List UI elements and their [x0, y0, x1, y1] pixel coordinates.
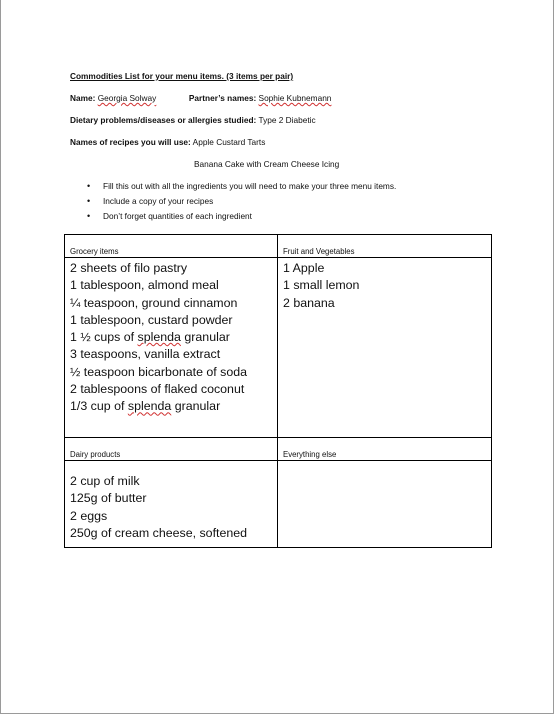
list-item: 1 Apple — [283, 261, 325, 275]
else-list — [278, 461, 492, 548]
list-item: ½ teaspoon bicarbonate of soda — [70, 364, 248, 379]
name-value: Georgia Solway — [97, 93, 157, 103]
name-label: Name: — [70, 93, 96, 103]
list-item: ¼ teaspoon, ground cinnamon — [70, 295, 238, 310]
dairy-list — [65, 461, 278, 548]
list-item: 1 ½ cups of splenda granular — [70, 330, 230, 345]
fruit-list — [278, 258, 492, 438]
instruction-item: • Don’t forget quantities of each ingredient — [87, 211, 396, 226]
list-item: 3 teaspoons, vanilla extract — [70, 347, 221, 362]
list-item: 250g of cream cheese, softened — [70, 525, 248, 540]
list-item: 125g of butter — [70, 491, 147, 506]
list-item: 2 tablespoons of flaked coconut — [70, 382, 245, 397]
name-row — [70, 93, 331, 104]
list-item: 1 tablespoon, custard powder — [70, 312, 233, 327]
list-item: 1/3 cup of splenda granular — [70, 399, 221, 414]
list-item: 2 banana — [283, 295, 335, 310]
list-item: 2 sheets of filo pastry — [70, 261, 188, 275]
commodities-table — [64, 234, 492, 548]
list-item: 1 tablespoon, almond meal — [70, 278, 219, 293]
dietary-row — [70, 115, 316, 126]
dietary-value: Type 2 Diabetic — [258, 115, 316, 125]
partner-value: Sophie Kubnemann — [258, 93, 332, 103]
recipes-label: Names of recipes you will use: — [70, 137, 191, 147]
grocery-list — [65, 258, 278, 438]
list-item: 2 cup of milk — [70, 474, 140, 488]
partner-label: Partner’s names: — [188, 93, 257, 103]
recipes-row — [70, 137, 265, 148]
list-item: 2 eggs — [70, 508, 108, 523]
spell-flag: splenda — [137, 330, 181, 345]
list-item: 1 small lemon — [283, 278, 360, 293]
spell-flag: splenda — [127, 399, 172, 414]
grocery-header: Grocery items — [65, 235, 278, 258]
dairy-header: Dairy products — [65, 438, 278, 461]
recipe-1: Apple Custard Tarts — [192, 137, 266, 147]
instructions-list — [87, 181, 396, 226]
page-title: Commodities List for your menu items. (3 items per pair) — [70, 71, 294, 81]
dietary-label: Dietary problems/diseases or allergies studied: — [70, 115, 257, 125]
instruction-item: • Include a copy of your recipes — [87, 196, 396, 211]
else-header: Everything else — [278, 438, 492, 461]
fruit-header: Fruit and Vegetables — [278, 235, 492, 258]
instruction-item: • Fill this out with all the ingredients you will need to make your three menu items. — [87, 181, 396, 196]
recipe-2: Banana Cake with Cream Cheese Icing — [194, 159, 340, 169]
